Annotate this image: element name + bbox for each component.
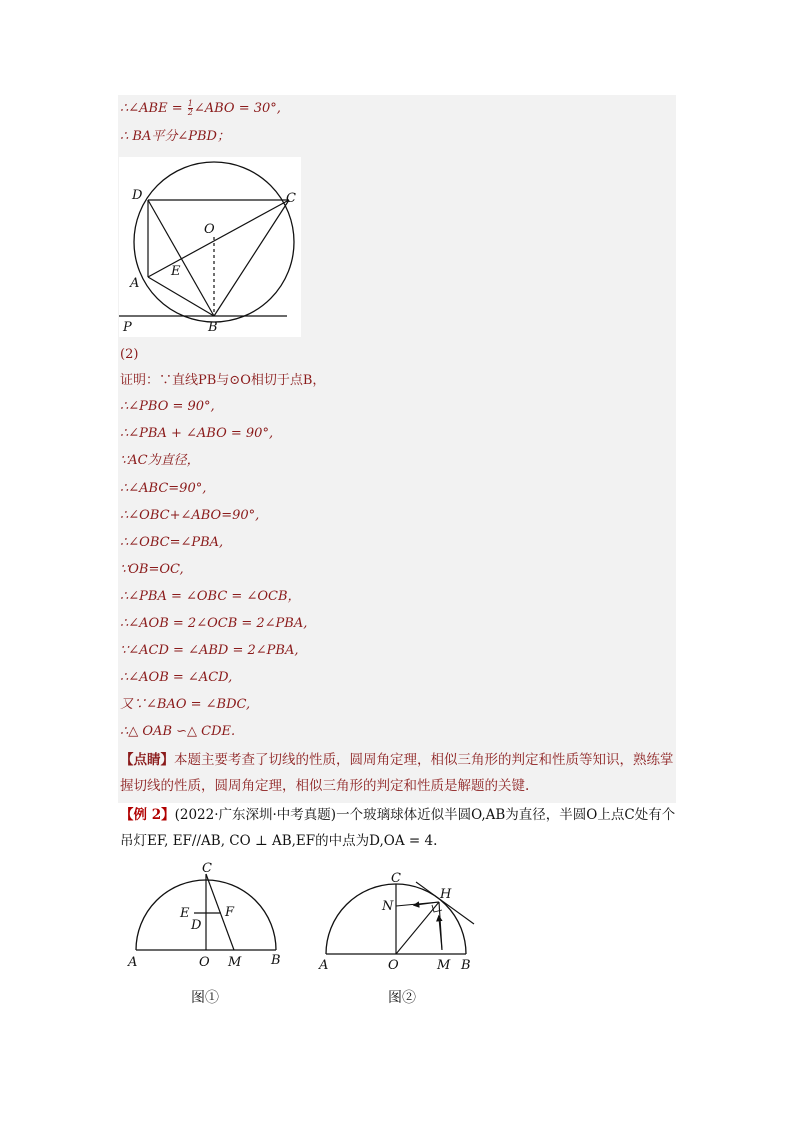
label-C: C — [202, 861, 212, 876]
proof-line-3: ∵AC为直径， — [120, 453, 200, 468]
label-O: O — [199, 955, 210, 970]
proof-line-12: 又∵∠BAO = ∠BDC, — [120, 697, 251, 712]
label-F: F — [225, 905, 235, 920]
label-N: N — [382, 899, 394, 914]
proof-line-2: ∴∠PBA + ∠ABO = 90°, — [120, 426, 274, 441]
label-M: M — [228, 955, 242, 970]
proof-line-5: ∴∠OBC+∠ABO=90°, — [120, 508, 260, 523]
label-A: A — [319, 958, 329, 973]
key-point-text: 本题主要考查了切线的性质，圆周角定理，相似三角形的判定和性质等知识，熟练掌握切线的性质，圆周角定理，相似三角形的判定和性质是解题的关键. — [120, 752, 674, 794]
fraction-numerator: 1 — [187, 99, 193, 108]
label-P: P — [123, 320, 132, 335]
fraction-denominator: 2 — [187, 108, 193, 117]
example-tag: 【例 2】 — [120, 807, 175, 823]
solution-line-1 — [120, 100, 281, 118]
proof-line-8: ∴∠PBA = ∠OBC = ∠OCB， — [120, 589, 301, 604]
solution-line-2: ∴ BA平分∠PBD； — [120, 129, 230, 144]
figure-2-caption: 图② — [388, 990, 416, 1006]
label-E: E — [180, 906, 190, 921]
proof-line-9: ∴∠AOB = 2∠OCB = 2∠PBA, — [120, 616, 308, 631]
key-point-note — [120, 747, 676, 799]
proof-line-11: ∴∠AOB = ∠ACD, — [120, 670, 233, 685]
label-D: D — [191, 918, 202, 933]
label-O: O — [388, 958, 399, 973]
label-H: H — [440, 887, 452, 902]
label-E: E — [171, 264, 181, 279]
proof-line-1: ∴∠PBO = 90°, — [120, 399, 215, 414]
proof-line-10: ∵∠ACD = ∠ABD = 2∠PBA, — [120, 643, 299, 658]
label-B: B — [461, 958, 471, 973]
line-1-suffix: ∠ABO = 30°, — [193, 101, 281, 116]
proof-line-6: ∴∠OBC=∠PBA, — [120, 535, 224, 550]
label-A: A — [130, 276, 140, 291]
example-text: (2022·广东深圳·中考真题)一个玻璃球体近似半圆O,AB为直径，半圆O上点C处有个吊灯EF, EF//AB, CO ⊥ AB,EF的中点为D,OA = 4. — [120, 807, 676, 849]
proof-line-4: ∴∠ABC=90°, — [120, 481, 207, 496]
label-A: A — [128, 955, 138, 970]
label-C: C — [391, 871, 401, 886]
semicircle-figure-2 — [316, 868, 482, 974]
label-M: M — [437, 958, 451, 973]
fraction-half — [188, 100, 193, 117]
label-B: B — [271, 953, 281, 968]
part-2-label: (2) — [120, 347, 139, 362]
proof-intro: 证明：∵直线PB与⊙O相切于点B， — [120, 373, 326, 388]
label-D: D — [132, 188, 143, 203]
proof-line-13: ∴△ OAB ∽△ CDE. — [120, 724, 236, 739]
key-point-tag: 【点睛】 — [120, 752, 174, 768]
figure-1-caption: 图① — [191, 990, 219, 1006]
label-O: O — [204, 222, 215, 237]
proof-line-7: ∵OB=OC, — [120, 562, 184, 577]
circle-tangent-figure — [119, 157, 301, 337]
label-C: C — [286, 191, 296, 206]
label-B: B — [208, 320, 218, 335]
semicircle-figure-1 — [124, 858, 294, 970]
example-2-problem — [120, 802, 680, 854]
line-1-prefix: ∴∠ABE = — [120, 101, 187, 116]
